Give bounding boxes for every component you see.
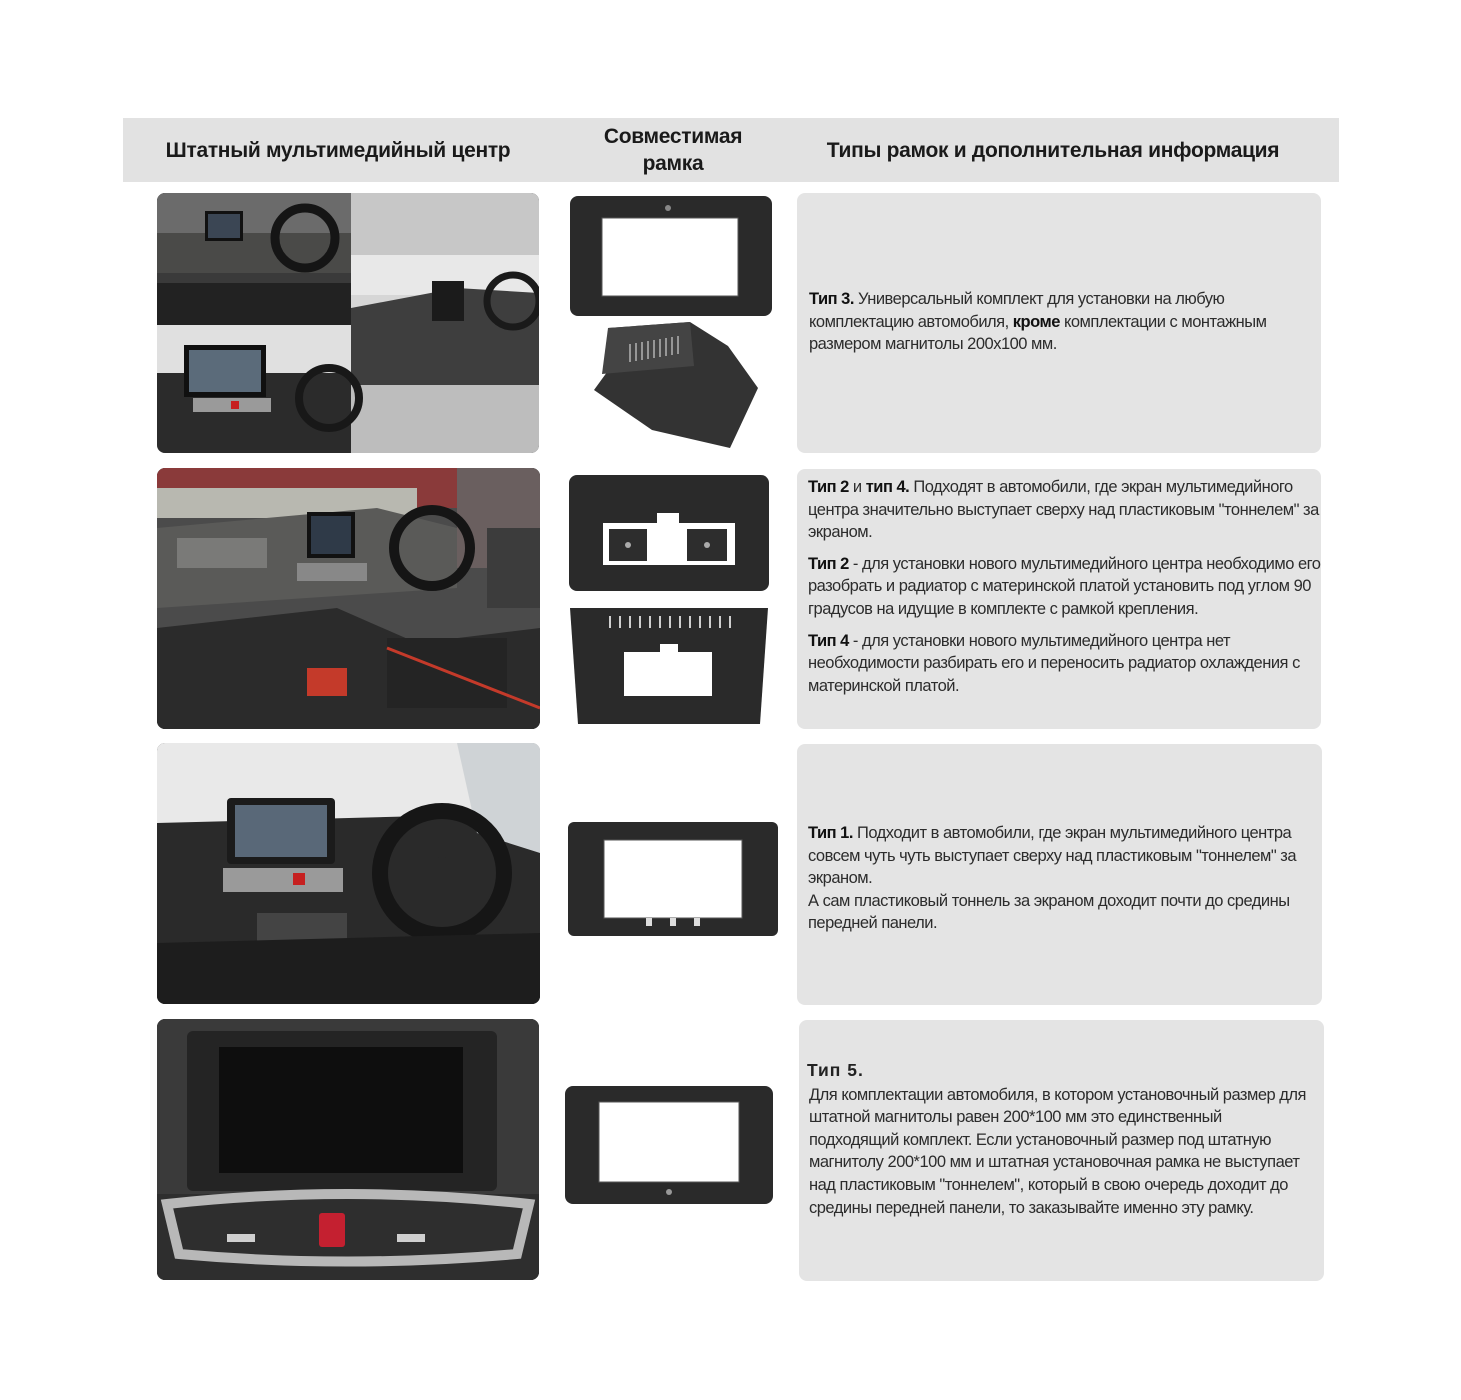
row3-info-para2: А сам пластиковый тоннель за экраном доходит почти до средины передней панели.	[808, 891, 1290, 933]
row4-info-para1: Для комплектации автомобиля, в котором установочный размер для штатной магнитолы равен 200*100 мм это единственный подходящий комплект. Если установочный размер под штатную магнитолу 200*100 мм и штатная установочная рамка не выступает над пластиковым "тоннелем", который в свою очередь доходит до средины передней панели, то заказывайте именно эту рамку.	[809, 1085, 1306, 1217]
type4-label-2: Тип 4	[808, 631, 849, 650]
header-col-frame-line2: рамка	[642, 152, 704, 175]
type5-title: Тип 5.	[807, 1060, 864, 1080]
row1-text-a: Универсальный комплект для установки на любую комплектацию автомобиля,	[809, 290, 1225, 331]
row1-info-text	[809, 288, 1309, 356]
row2-frame-type4-image	[570, 606, 768, 726]
row2-frame-type2-image	[567, 473, 771, 593]
header-col-frame	[573, 118, 773, 182]
row1-info-panel	[797, 193, 1321, 453]
type4-label: тип 4.	[865, 478, 910, 496]
header-col-head-unit: Штатный мультимедийный центр	[165, 138, 511, 162]
row2-para2-text: - для установки нового мультимедийного центра необходимо его разобрать и радиатор с материнской платой установить под углом 90 градусов на идущие в комплекте с рамкой крепления.	[808, 554, 1321, 618]
row2-info-para2	[808, 553, 1321, 621]
header-col-info: Типы рамок и дополнительная информация	[826, 138, 1280, 162]
except-emphasis: кроме	[1012, 312, 1060, 331]
type1-label: Тип 1.	[808, 824, 853, 842]
row3-frame-type1-image	[566, 820, 780, 938]
row2-para1-text: Подходят в автомобили, где экран мультимедийного центра значительно выступает сверху над пластиковым "тоннелем" за экраном.	[808, 478, 1319, 542]
row1-headunit-photo-collage	[157, 193, 539, 453]
row3-info-panel	[797, 744, 1322, 1005]
row2-info-panel	[797, 469, 1321, 729]
row4-info-panel	[799, 1020, 1324, 1281]
type2-label-2: Тип 2	[808, 554, 849, 573]
row2-info-para1	[808, 476, 1321, 544]
header-col-frame-line1: Совместимая	[603, 125, 743, 148]
row2-headunit-photo	[157, 468, 540, 729]
type2-label: Тип 2	[808, 478, 849, 496]
table-header	[123, 118, 1339, 182]
row2-info-para3	[808, 630, 1321, 698]
row1-text-b: комплектации с монтажным размером магнитолы 200х100 мм.	[809, 312, 1267, 354]
row3-info-para1	[808, 822, 1312, 890]
row3-headunit-photo	[157, 743, 540, 1004]
type3-label: Тип 3.	[809, 290, 854, 308]
row1-frame-tunnel-image	[590, 318, 760, 450]
row4-headunit-photo	[157, 1019, 539, 1280]
row2-para3-text: - для установки нового мультимедийного центра нет необходимости разбирать его и переносить радиатор охлаждения с материнской платой.	[808, 631, 1300, 695]
row2-and: и	[848, 478, 866, 496]
row1-frame-front-image	[568, 194, 774, 318]
row4-frame-type5-image	[563, 1084, 775, 1206]
row3-para1-text: Подходит в автомобили, где экран мультимедийного центра совсем чуть чуть выступает сверху над пластиковым "тоннелем" за экраном.	[808, 824, 1297, 888]
